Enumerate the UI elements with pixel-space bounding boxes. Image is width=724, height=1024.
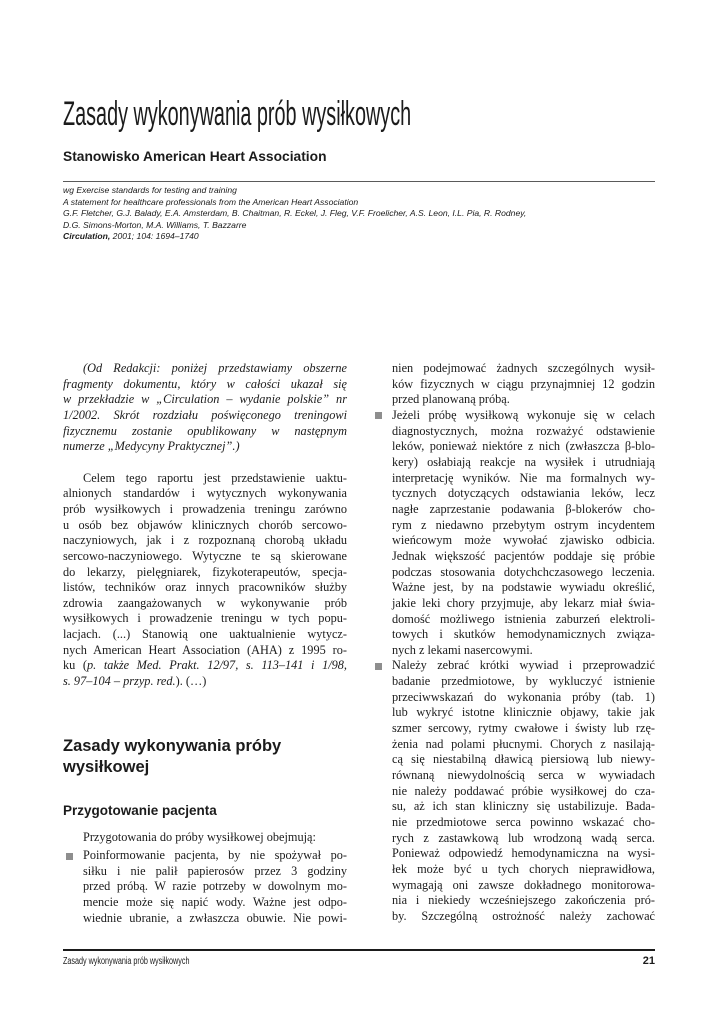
left-column [63,361,347,690]
text-line: diagnostycznych, można rozważyć odstawienie [392,423,655,438]
text-line: nych z lekami nasercowymi. [392,642,533,657]
text-line: Ważne jest, by na podstawie wywiadu określić, [392,580,655,595]
authors-line: G.F. Fletcher, G.J. Balady, E.A. Amsterdam, B. Chaitman, R. Eckel, J. Fleg, V.F. Froelicher, A.S. Leon, I.L. Pia, R. Rodney, [63,208,527,218]
text-line: 1/2002. Skrót rozdziału poświęconego treningowi [63,407,347,422]
text-line [63,674,347,690]
text-line: siłku i nie palił papierosów przez 3 godziny [83,863,347,878]
text-line: przeciwwskazań do wykonania próby (tab. 1) [392,689,655,704]
reference-segment: s. 97–104 – przyp. red. [63,674,176,689]
bullet-item [372,658,655,924]
source-line: A statement for healthcare professionals from the American Heart Association [63,196,359,207]
text-line: Jednak większość pacjentów poddaje się próbie [392,548,655,563]
page-title-text: Zasady wykonywania prób wysiłkowych [63,95,412,133]
section-heading-line: Zasady wykonywania próby [63,737,282,755]
section-intro [63,830,347,846]
text-line: numerze „Medycyny Praktycznej”.) [63,439,240,454]
source-citation [63,185,663,243]
text-line: su, aż ich stan kliniczny się ustabilizuje. Bada- [392,799,655,814]
bullet-item [63,848,347,926]
text-line: fizycznemu zostanie opublikowany w następnym [63,423,347,438]
text-line: domość możliwego istnienia zaburzeń elektroli- [392,611,655,626]
text-segment: ). (…) [175,674,207,689]
text-line: w przekładzie w „Circulation – wydanie polskie” nr [63,392,347,407]
bullet-square-icon [375,663,382,670]
running-title [63,956,239,968]
header-divider [63,181,655,182]
paragraph-gap [63,455,347,471]
text-line: Ponieważ odpowiedź hemodynamiczna na wysi- [392,846,655,861]
text-line: naczyniowych, jak i z rozpoznaną chorobą układu [63,533,347,548]
text-line: nych American Heart Association (AHA) z 1995 ro- [63,642,347,657]
footer-divider [63,949,655,951]
bullet-square-icon [375,412,382,419]
page-title [63,94,660,134]
journal-citation: 2001; 104: 1694–1740 [110,231,199,241]
text-line: Poinformowanie pacjenta, by nie spożywał po- [83,848,347,862]
text-line: by. Szczególną ostrożność należy zachować [392,908,655,923]
text-line: cą się niestabilną dławicą piersiową lub niewy- [392,752,655,767]
page-number: 21 [642,955,655,967]
text-line: leków, ponieważ niektóre z nich (zwłaszcza β-blo- [392,439,655,454]
text-line: badanie przedmiotowe, by wykluczyć istnienie [392,674,655,689]
text-line [63,658,347,674]
text-line: Jeżeli próbę wysiłkową wykonuje się w celach [392,407,655,422]
journal-name: Circulation, [63,231,111,241]
text-line: Należy zebrać krótki wywiad i przeprowadzić [392,658,655,673]
text-line: Przygotowania do próby wysiłkowej obejmują: [83,830,316,844]
text-line: wiednie ubranie, a zwłaszcza obuwie. Nie powi- [83,910,347,925]
text-line: nie przedmiotowe serca powinno wskazać cho- [392,815,655,830]
text-line: lub wykryć istotne klinicznie objawy, takie jak [392,705,655,720]
text-line: rych z zastawkową lub wrodzoną wadą serca. [392,830,655,845]
bullet-list [63,848,347,926]
text-line: nia i niekiedy wcześniejszego zakończenia pró- [392,893,655,908]
text-line: wysiłkowych i prowadzenie treningu w tych popu- [63,611,347,626]
text-line: u osób bez objawów klinicznych chorób sercowo- [63,517,347,532]
text-line: przed próbą. W razie potrzeby w dowolnym mo- [83,879,347,894]
text-line: prób wysiłkowych i prowadzenia treningu zarówno [63,501,347,516]
authors-line: D.G. Simons-Morton, M.A. Williams, T. Bazzarre [63,219,247,230]
section-subheading: Przygotowanie pacjenta [63,803,217,818]
text-line: podczas stosowania dotychchczasowego leczenia. [392,564,655,579]
intro-paragraph [63,471,347,690]
text-line: mencie może się napić wody. Ważne jest odpo- [83,894,347,909]
section-heading-line: wysiłkowej [63,758,150,776]
bullet-item [372,408,655,659]
text-line: wieńcowym może wywołać zjawisko odbicia. [392,533,655,548]
reference-segment: p. także Med. Prakt. 12/97, s. 113–141 i 1/98, [87,658,348,673]
bullet-item-continuation [372,361,655,408]
text-line: (Od Redakcji: poniżej przedstawiamy obszerne [83,361,347,375]
text-line: szmer sercowy, rytmy cwałowe i świsty lub rzę- [392,721,655,736]
text-line: zdrowia zaangażowanych w wykonywanie prób [63,595,347,610]
section-heading [63,736,281,778]
text-line: alnionych standardów i wytycznych wykonywania [63,486,347,501]
text-line: równaną niewydolnością serca w wywiadach [392,768,655,783]
text-line: nie należy poddawać próbie wysiłkowej do cza- [392,783,655,798]
text-line: lacjach. (...) Stanowią one uaktualnienie wytycz- [63,627,347,642]
text-line: fragmenty dokumentu, który w całości ukazał się [63,376,347,391]
text-line: listów, techników oraz innych pracowników służby [63,580,347,595]
text-line: przed planowaną próbą. [392,392,510,407]
text-line: żenia nad polami płucnymi. Chorych z nasilają- [392,736,655,751]
running-title-text: Zasady wykonywania prób wysiłkowych [63,956,190,967]
text-line: do lekarzy, pielęgniarek, fizykoterapeutów, specja- [63,564,347,579]
text-line: Celem tego raportu jest przedstawienie uaktu- [83,470,347,485]
text-line: tycznych dotyczących odstawiania leków, lecz [392,486,655,501]
text-line: interpretację wyników. Nie ma formalnych wy- [392,470,655,485]
right-column [372,361,655,925]
text-line: jakie leki chory przyjmuje, aby lekarz miał świa- [392,595,655,610]
text-line: wymagają oni zawsze dokładnego monitorowa- [392,877,655,892]
text-line: kery) osłabiają reakcje na wysiłek i utrudniają [392,454,655,469]
text-line: rym z niedawno przebytym ostrym incydentem [392,517,655,532]
text-line: łek może być u tych chorych nieprawidłowa, [392,862,655,876]
text-line: ków fizycznych w ciągu przynajmniej 12 godzin [392,376,655,391]
source-line: wg Exercise standards for testing and training [63,185,237,195]
text-line: towych i skutków hemodynamicznych związa- [392,627,655,642]
bullet-square-icon [66,853,73,860]
journal-reference [63,231,663,243]
page-subtitle: Stanowisko American Heart Association [63,149,327,164]
text-line: nien podejmować żadnych szczególnych wysił- [392,361,655,375]
text-line: nagłe zaprzestanie podawania β-blokerów cho- [392,501,655,516]
editor-note [63,361,347,455]
text-line: sercowo-naczyniowego. Wytyczne te są skierowane [63,548,347,563]
text-segment: ku ( [63,658,87,673]
